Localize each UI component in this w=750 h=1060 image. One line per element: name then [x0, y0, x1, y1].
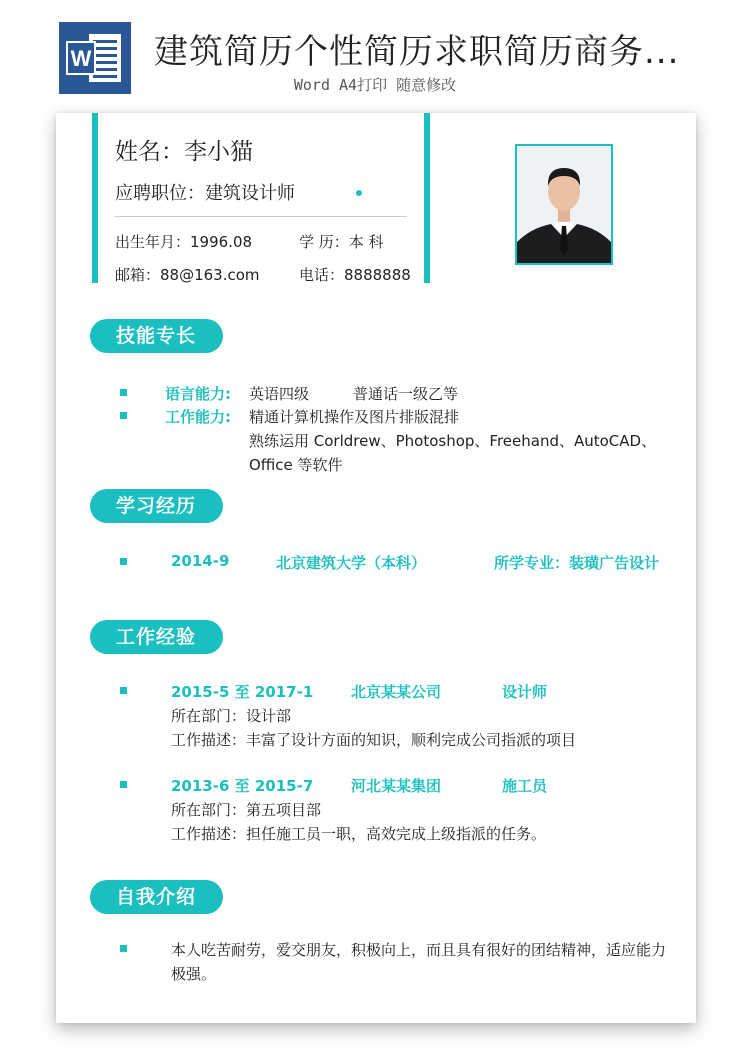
profile-position: 应聘职位：建筑设计师: [115, 183, 295, 204]
intro-line-1: 本人吃苦耐劳，爱交朋友，积极向上，而且具有很好的团结精神，适应能力: [171, 941, 667, 959]
bullet-square: [120, 687, 127, 694]
svg-text:W: W: [70, 46, 92, 71]
accent-dot: [356, 190, 362, 196]
skills-work-line-3: Office 等软件: [249, 456, 343, 474]
job-role: 施工员: [502, 777, 548, 795]
divider: [115, 216, 407, 217]
job-company: 北京某某公司: [351, 683, 442, 701]
section-title-work: 工作经验: [90, 620, 223, 654]
bullet-square: [120, 945, 127, 952]
profile-photo: [515, 144, 613, 265]
resume-page: [56, 113, 696, 1023]
skills-work-line-2: 熟练运用 Corldrew、Photoshop、Freehand、AutoCAD、: [249, 432, 657, 450]
document-subtitle: Word A4打印 随意修改: [293, 76, 457, 94]
bullet-square: [120, 412, 127, 419]
skills-work-label: 工作能力:: [165, 408, 231, 426]
education-school: 北京建筑大学（本科）: [276, 554, 427, 572]
job-role: 设计师: [502, 683, 548, 701]
skills-work-line-1: 精通计算机操作及图片排版混排: [249, 408, 460, 426]
job-date: 2015-5 至 2017-1: [171, 683, 314, 701]
education-major: 所学专业：装璜广告设计: [494, 554, 660, 572]
right-accent-bar: [424, 113, 430, 283]
job-dept: 所在部门：设计部: [171, 707, 292, 725]
job-company: 河北某某集团: [351, 777, 442, 795]
intro-line-2: 极强。: [171, 965, 217, 983]
left-accent-bar: [92, 113, 98, 283]
profile-phone: 电话：8888888: [299, 266, 411, 284]
section-title-education: 学习经历: [90, 489, 223, 523]
document-title: 建筑简历个性简历求职简历商务...: [154, 32, 680, 72]
profile-name: 姓名：李小猫: [115, 139, 253, 165]
profile-email: 邮箱：88@163.com: [115, 266, 260, 284]
person-photo-icon: [517, 146, 611, 263]
bullet-square: [120, 389, 127, 396]
skills-language-value-1: 英语四级: [249, 385, 310, 403]
bullet-square: [120, 558, 127, 565]
profile-education: 学 历：本 科: [299, 233, 384, 251]
section-title-skills: 技能专长: [90, 319, 223, 353]
job-desc: 工作描述：丰富了设计方面的知识，顺利完成公司指派的项目: [171, 731, 577, 749]
skills-language-value-2: 普通话一级乙等: [353, 385, 459, 403]
bullet-square: [120, 781, 127, 788]
profile-birth: 出生年月：1996.08: [115, 233, 253, 251]
job-date: 2013-6 至 2015-7: [171, 777, 314, 795]
job-desc: 工作描述：担任施工员一职，高效完成上级指派的任务。: [171, 825, 547, 843]
section-title-intro: 自我介绍: [90, 880, 223, 914]
job-dept: 所在部门：第五项目部: [171, 801, 322, 819]
education-date: 2014-9: [171, 552, 230, 570]
skills-language-label: 语言能力:: [165, 385, 231, 403]
